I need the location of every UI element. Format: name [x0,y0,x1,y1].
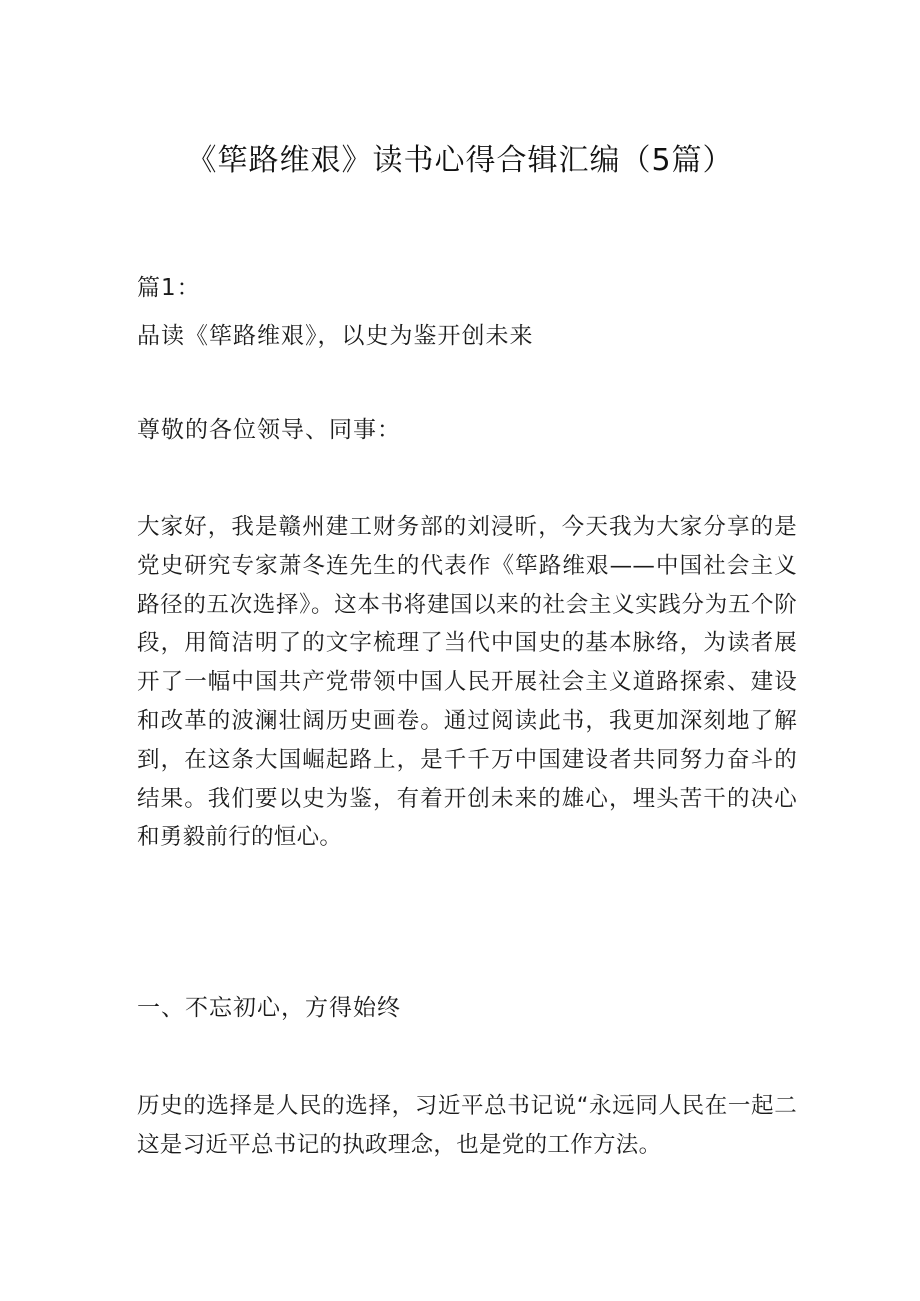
article-title: 品读《筚路维艰》，以史为鉴开创未来 [137,323,534,349]
body-paragraph: 历史的选择是人民的选择，习近平总书记说“永远同人民在一起二这是习近平总书记的执政理念，也是党的工作方法。 [137,1093,797,1158]
salutation: 尊敬的各位领导、同事： [137,417,401,443]
section-label: 篇1： [137,275,201,301]
intro-paragraph: 大家好，我是赣州建工财务部的刘浸昕，今天我为大家分享的是党史研究专家萧冬连先生的代表作《筚路维艰——中国社会主义路径的五次选择》。这本书将建国以来的社会主义实践分为五个阶段，用简洁明了的文字梳理了当代中国史的基本脉络，为读者展开了一幅中国共产党带领中国人民开展社会主义道路探索、建设和改革的波澜壮阔历史画卷。通过阅读此书，我更加深刻地了解到，在这条大国崛起路上，是千千万中国建设者共同努力奋斗的结果。我们要以史为鉴，有着开创未来的雄心，埋头苦干的决心和勇毅前行的恒心。 [137,514,797,851]
document-title: 《筚路维艰》读书心得合辑汇编（5篇） [186,143,734,178]
section-heading: 一、不忘初心，方得始终 [137,995,401,1021]
